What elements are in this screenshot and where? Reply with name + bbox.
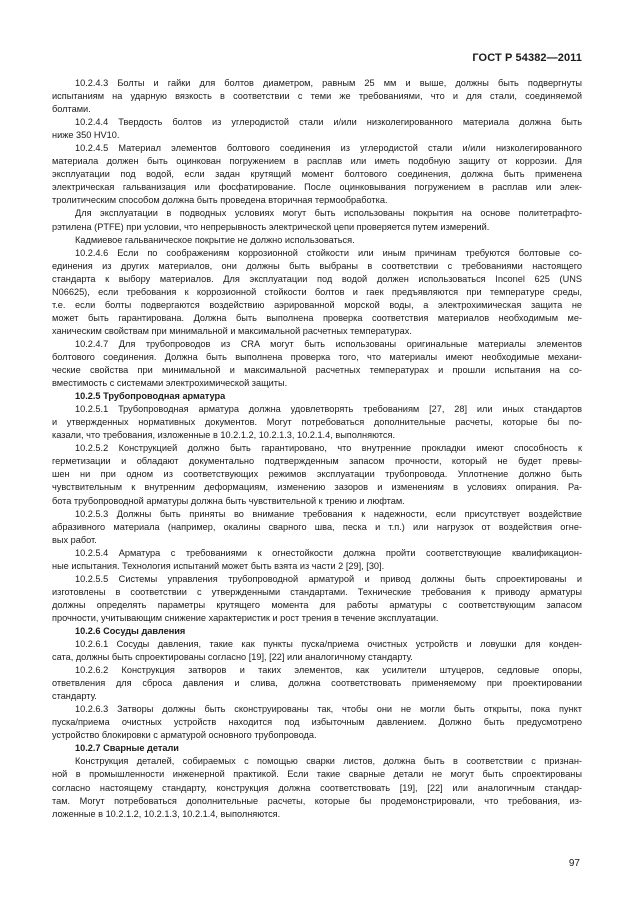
page-number: 97 — [568, 858, 580, 869]
text-line: т.е. если болты подвергаются воздействию аэрированной морской воды, а электрохимическая защита не — [52, 299, 582, 310]
text-line: N06625), если требования к коррозионной стойкости болтов и гаек предъявляются при температуре среды, — [52, 286, 582, 297]
text-line: изготовлены в соответствии с утвержденными стандартами. Технические требования к приводу арматуры — [52, 586, 582, 597]
text-line: болтового соединения. Должна быть выполнена проверка того, что материалы имеют необходимые механи- — [52, 351, 582, 362]
text-line: стандарта к выбору материалов. Для эксплуатации под водой должен использоваться Inconel 625 (UNS — [52, 273, 582, 284]
text-line: ные испытания. Технология испытаний может быть взята из части 2 [29], [30]. — [52, 560, 385, 571]
text-line: Кадмиевое гальваническое покрытие не должно использоваться. — [75, 234, 355, 245]
text-line: 10.2.5.2 Конструкцией должно быть гарантировано, что внутренние прокладки имеют способность к — [75, 443, 582, 454]
text-line: вместимость с системами электрохимической защиты. — [52, 378, 288, 389]
text-line: ложенные в 10.2.1.2, 10.2.1.3, 10.2.1.4, выполняются. — [52, 808, 281, 819]
text-line: 10.2.4.4 Твердость болтов из углеродистой стали и/или низколегированного материала должна быть — [75, 117, 582, 128]
text-line: ческие свойства при минимальной и максимальной расчетных температурах и прошли испытания на со- — [52, 365, 582, 376]
text-line: электрическая гальванизация или фосфатирование. После оцинковывания погружением в расплав или элек- — [52, 182, 582, 193]
section-heading: 10.2.5 Трубопроводная арматура — [75, 391, 226, 402]
text-line: стандарту. — [52, 691, 97, 702]
section-heading: 10.2.6 Сосуды давления — [75, 625, 186, 636]
text-line: единения из других материалов, они должны быть выбраны в соответствии с требованиями настоящего — [52, 260, 582, 271]
text-line: абразивного материала (например, окалины сварного шва, песка и т.п.) или нагрузок от воздействия огне- — [52, 521, 582, 532]
text-line: рэтилена (PTFE) при условии, что непрерывность электрической цепи проверяется путем измерений. — [52, 221, 490, 232]
text-line: прочности, учитывающим снижение характеристик и рост трения в течение эксплуатации. — [52, 612, 439, 623]
text-line: должны определять параметры крутящего момента для работы арматуры с соответствующим запасом — [52, 599, 582, 610]
text-line: ханическим свойствам при минимальной и максимальной расчетных температурах. — [52, 325, 412, 336]
text-line: ниже 350 HV10. — [52, 130, 120, 141]
text-line: там. Могут потребоваться дополнительные расчеты, которые бы продемонстрировали, что требования, из- — [52, 795, 582, 806]
text-line: Для эксплуатации в подводных условиях могут быть использованы покрытия на основе политетрафто- — [75, 208, 582, 219]
text-line: шен ни при одном из соответствующих режимов эксплуатации трубопровода. Уплотнение должно быть — [52, 469, 582, 480]
text-line: вых работ. — [52, 534, 97, 545]
text-line: Конструкция деталей, собираемых с помощью сварки листов, должна быть в соответствии с признан- — [75, 756, 582, 767]
text-line: 10.2.5.1 Трубопроводная арматура должна удовлетворять требованиям [27, 28] или иных стандартов — [75, 404, 582, 415]
text-line: 10.2.4.7 Для трубопроводов из CRA могут быть использованы оригинальные материалы элементов — [75, 338, 582, 349]
text-line: устройство блокировки с арматурой основного трубопровода. — [52, 730, 317, 741]
text-line: эксплуатации под водой, если задан крутящий момент болтового соединения, должна быть применена — [52, 169, 582, 180]
section-heading: 10.2.7 Сварные детали — [75, 743, 179, 754]
text-line: чувствительным к внутренним деформациям, изменению зазоров и изменениям в условиях опирания. Ра- — [52, 482, 582, 493]
text-line: тролитическим способом должна быть проведена вторичная термообработка. — [52, 195, 388, 206]
text-line: 10.2.5.5 Системы управления трубопроводной арматурой и привод должны быть спроектированы и — [75, 573, 582, 584]
text-line: болтами. — [52, 104, 91, 115]
text-line: герметизации и обладают документально подтвержденным запасом прочности, который не будет превы- — [52, 456, 582, 467]
text-line: бота трубопроводной арматуры должна быть чувствительной к трению и люфтам. — [52, 495, 405, 506]
text-line: 10.2.5.4 Арматура с требованиями к огнестойкости должна пройти соответствующие квалификацион- — [75, 547, 582, 558]
standard-header: ГОСТ Р 54382—2011 — [472, 52, 582, 64]
text-line: 10.2.6.1 Сосуды давления, такие как пункты пуска/приема очистных устройств и ловушки для конден- — [75, 639, 582, 650]
text-line: пуска/приема очистных устройств находится под избыточным давлением. Должно быть предусмотрено — [52, 717, 582, 728]
text-line: материала должен быть оцинкован погружением в расплав или иметь подобную защиту от коррозии. Для — [52, 156, 582, 167]
text-line: ной в промышленности инженерной практикой. Если такие сварные детали не могут быть спроектированы — [52, 769, 582, 780]
text-line: 10.2.6.2 Конструкция затворов и таких элементов, как усилители штуцеров, седловые опоры, — [75, 665, 582, 676]
text-line: и утвержденных нормативных документов. Могут потребоваться дополнительные расчеты, которые бы по- — [52, 417, 582, 428]
text-line: 10.2.4.5 Материал элементов болтового соединения из углеродистой стали и/или низколегированного — [75, 143, 582, 154]
text-line: сата, должны быть спроектированы согласно [19], [22] или аналогичному стандарту. — [52, 652, 413, 663]
document-body — [52, 77, 582, 821]
text-line: испытаниям на ударную вязкость в соответствии с теми же требованиями, что и для стали, соединяемой — [52, 91, 582, 102]
text-line: согласно настоящему стандарту, конструкция должна соответствовать [19], [22] или аналогичным стандар- — [52, 782, 582, 793]
text-line: может быть гарантирована. Должна быть выполнена проверка соответствия материалов необходимым ме- — [52, 312, 582, 323]
text-line: казали, что требования, изложенные в 10.2.1.2, 10.2.1.3, 10.2.1.4, выполняются. — [52, 430, 396, 441]
text-line: 10.2.4.6 Если по соображениям коррозионной стойкости или иным причинам требуются болтовые со- — [75, 247, 582, 258]
text-line: 10.2.4.3 Болты и гайки для болтов диаметром, равным 25 мм и выше, должны быть подвергнуты — [75, 78, 582, 88]
text-line: 10.2.6.3 Затворы должны быть сконструированы так, чтобы они не могли быть открыты, пока пункт — [75, 704, 582, 715]
text-line: ответвления для сброса давления и слива, должна соответствовать применяемому при проектировании — [52, 678, 582, 689]
text-line: 10.2.5.3 Должны быть приняты во внимание требования к надежности, если присутствует воздействие — [75, 508, 582, 519]
